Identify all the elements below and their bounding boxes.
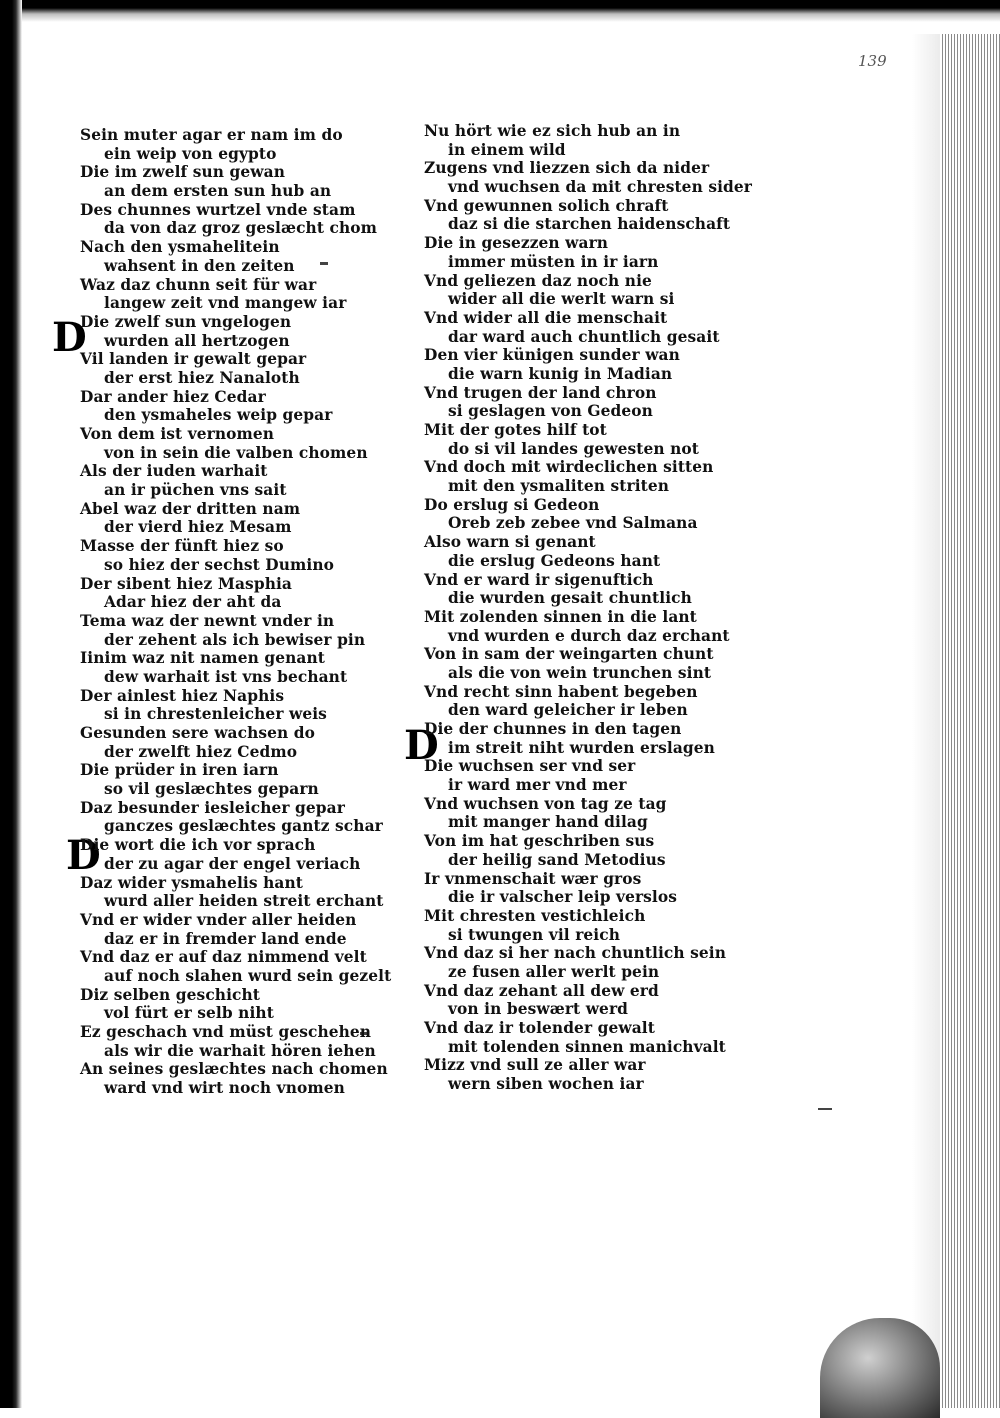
text-line: ze fusen aller werlt pein	[448, 962, 660, 981]
text-line: mit tolenden sinnen manichvalt	[448, 1037, 726, 1056]
text-line: Vnd trugen der land chron	[424, 383, 657, 402]
text-line: Sein muter agar er nam im do	[80, 126, 343, 144]
text-line: An seines geslæchtes nach chomen	[80, 1060, 388, 1079]
text-line: Mit chresten vestichleich	[424, 906, 646, 925]
decorated-initial-3: D	[404, 722, 439, 769]
text-line: Den vier künigen sunder wan	[424, 346, 680, 365]
text-line: Vnd daz er auf daz nimmend velt	[80, 948, 367, 967]
text-line: da von daz groz geslæcht chom	[104, 219, 378, 238]
text-line: Die der chunnes in den tagen	[424, 720, 682, 738]
text-line: Die zwelf sun vngelogen	[80, 312, 292, 331]
text-line: Die wuchsen ser vnd ser	[424, 757, 636, 776]
folio-number: 139	[858, 52, 887, 70]
text-line: der zu agar der engel veriach	[104, 854, 361, 873]
text-line: wern siben wochen iar	[448, 1075, 644, 1094]
text-line: wurden all hertzogen	[104, 331, 290, 350]
text-line: im streit niht wurden erslagen	[448, 738, 715, 757]
text-line: Dar ander hiez Cedar	[80, 387, 266, 406]
text-line: dew warhait ist vns bechant	[104, 667, 348, 686]
text-line: Vnd er ward ir sigenuftich	[424, 570, 654, 589]
text-line: Iinim waz nit namen genant	[80, 649, 325, 668]
ink-mark	[818, 1108, 832, 1110]
text-line: Die wort die ich vor sprach	[80, 836, 316, 855]
text-line: Gesunden sere wachsen do	[80, 724, 316, 742]
text-line: Vnd daz si her nach chuntlich sein	[424, 944, 727, 963]
text-line: Nu hört wie ez sich hub an in	[424, 122, 681, 140]
text-line: ganczes geslæchtes gantz schar	[104, 817, 383, 836]
left-text-column	[80, 126, 391, 1098]
text-line: die warn kunig in Madian	[448, 364, 673, 383]
text-line: Ez geschach vnd müst geschehen	[80, 1023, 372, 1041]
text-line: wurd aller heiden streit erchant	[104, 892, 384, 911]
text-line: Waz daz chunn seit für war	[80, 275, 317, 294]
text-line: daz si die starchen haidenschaft	[448, 215, 731, 234]
text-line: Vnd er wider vnder aller heiden	[80, 910, 357, 929]
text-line: wahsent in den zeiten	[104, 256, 295, 275]
text-line: Nach den ysmahelitein	[80, 238, 280, 257]
text-line: Do erslug si Gedeon	[424, 495, 600, 514]
page-stack-edges	[940, 34, 1000, 1408]
text-line: ein weip von egypto	[104, 144, 277, 163]
text-line: Vil landen ir gewalt gepar	[80, 350, 307, 369]
text-line: den ward geleicher ir leben	[448, 701, 688, 720]
text-line: der zehent als ich bewiser pin	[104, 630, 366, 649]
text-line: vol fürt er selb niht	[104, 1004, 274, 1023]
text-line: Tema waz der newnt vnder in	[80, 611, 335, 630]
page-top-edge	[0, 0, 1000, 22]
text-line: von in sein die valben chomen	[104, 443, 368, 462]
text-line: vnd wuchsen da mit chresten sider	[448, 178, 752, 197]
text-line: Ir vnmenschait wær gros	[424, 869, 642, 888]
text-line: Vnd recht sinn habent begeben	[424, 682, 698, 701]
text-line: der heilig sand Metodius	[448, 850, 666, 869]
text-line: die ir valscher leip verslos	[448, 888, 678, 907]
text-line: Vnd gewunnen solich chraft	[424, 196, 669, 215]
text-line: Mizz vnd sull ze aller war	[424, 1056, 646, 1075]
text-line: si twungen vil reich	[448, 925, 621, 944]
text-line: vnd wurden e durch daz erchant	[448, 626, 730, 645]
text-line: Mit zolenden sinnen in die lant	[424, 607, 697, 626]
text-line: Die prüder in iren iarn	[80, 761, 279, 780]
text-line: der zwelft hiez Cedmo	[104, 742, 298, 761]
text-line: Die im zwelf sun gewan	[80, 163, 286, 182]
text-line: ward vnd wirt noch vnomen	[104, 1079, 345, 1098]
text-line: si geslagen von Gedeon	[448, 402, 653, 421]
text-line: langew zeit vnd mangew iar	[104, 294, 347, 313]
text-line: die erslug Gedeons hant	[448, 551, 661, 570]
text-line: der erst hiez Nanaloth	[104, 368, 300, 387]
decorated-initial-2: D	[66, 832, 101, 879]
text-line: auf noch slahen wurd sein gezelt	[104, 966, 392, 985]
text-line: als die von wein trunchen sint	[448, 663, 712, 682]
text-line: Von im hat geschriben sus	[424, 832, 655, 851]
text-line: so vil geslæchtes geparn	[104, 780, 319, 799]
text-line: mit den ysmaliten striten	[448, 477, 670, 496]
text-line: die wurden gesait chuntlich	[448, 589, 692, 608]
text-line: Oreb zeb zebee vnd Salmana	[448, 514, 698, 533]
text-line: do si vil landes gewesten not	[448, 439, 700, 458]
text-line: Der sibent hiez Masphia	[80, 574, 292, 593]
text-line: an ir püchen vns sait	[104, 481, 287, 500]
text-line: Diz selben geschicht	[80, 985, 260, 1004]
text-line: si in chrestenleicher weis	[104, 705, 327, 724]
text-line: Des chunnes wurtzel vnde stam	[80, 200, 356, 219]
text-line: wider all die werlt warn si	[448, 290, 675, 309]
text-line: Abel waz der dritten nam	[80, 499, 301, 518]
text-line: Vnd daz zehant all dew erd	[424, 981, 659, 1000]
text-line: Adar hiez der aht da	[104, 593, 282, 612]
text-line: den ysmaheles weip gepar	[104, 406, 333, 425]
text-line: Daz wider ysmahelis hant	[80, 873, 303, 892]
text-line: Masse der fünft hiez so	[80, 537, 284, 556]
text-line: in einem wild	[448, 140, 566, 159]
decorated-initial-1: D	[52, 314, 87, 361]
page-gutter-shadow	[912, 34, 942, 1374]
holding-thumb	[820, 1318, 940, 1418]
text-line: Die in gesezzen warn	[424, 234, 609, 253]
text-line: Vnd daz ir tolender gewalt	[424, 1019, 655, 1037]
text-line: ir ward mer vnd mer	[448, 776, 627, 795]
page-left-edge	[0, 0, 22, 1408]
right-text-column	[424, 122, 752, 1094]
text-line: Der ainlest hiez Naphis	[80, 686, 285, 705]
text-line: als wir die warhait hören iehen	[104, 1041, 376, 1060]
text-line: Daz besunder iesleicher gepar	[80, 798, 345, 817]
text-line: von in beswært werd	[448, 1000, 629, 1019]
text-line: Also warn si genant	[424, 533, 596, 552]
text-line: dar ward auch chuntlich gesait	[448, 327, 720, 346]
text-line: Von in sam der weingarten chunt	[424, 645, 714, 664]
text-line: daz er in fremder land ende	[104, 929, 347, 948]
text-line: immer müsten in ir iarn	[448, 252, 659, 271]
text-line: so hiez der sechst Dumino	[104, 555, 335, 574]
text-line: Von dem ist vernomen	[80, 425, 275, 443]
text-line: Vnd wuchsen von tag ze tag	[424, 794, 667, 813]
text-line: Vnd geliezen daz noch nie	[424, 271, 652, 290]
text-line: Mit der gotes hilf tot	[424, 421, 607, 439]
text-line: mit manger hand dilag	[448, 813, 648, 832]
text-line: an dem ersten sun hub an	[104, 182, 332, 201]
text-line: Vnd doch mit wirdeclichen sitten	[424, 458, 714, 477]
text-line: Zugens vnd liezzen sich da nider	[424, 159, 710, 178]
text-line: der vierd hiez Mesam	[104, 518, 292, 537]
text-line: Als der iuden warhait	[80, 462, 268, 481]
text-line: Vnd wider all die menschait	[424, 308, 668, 327]
